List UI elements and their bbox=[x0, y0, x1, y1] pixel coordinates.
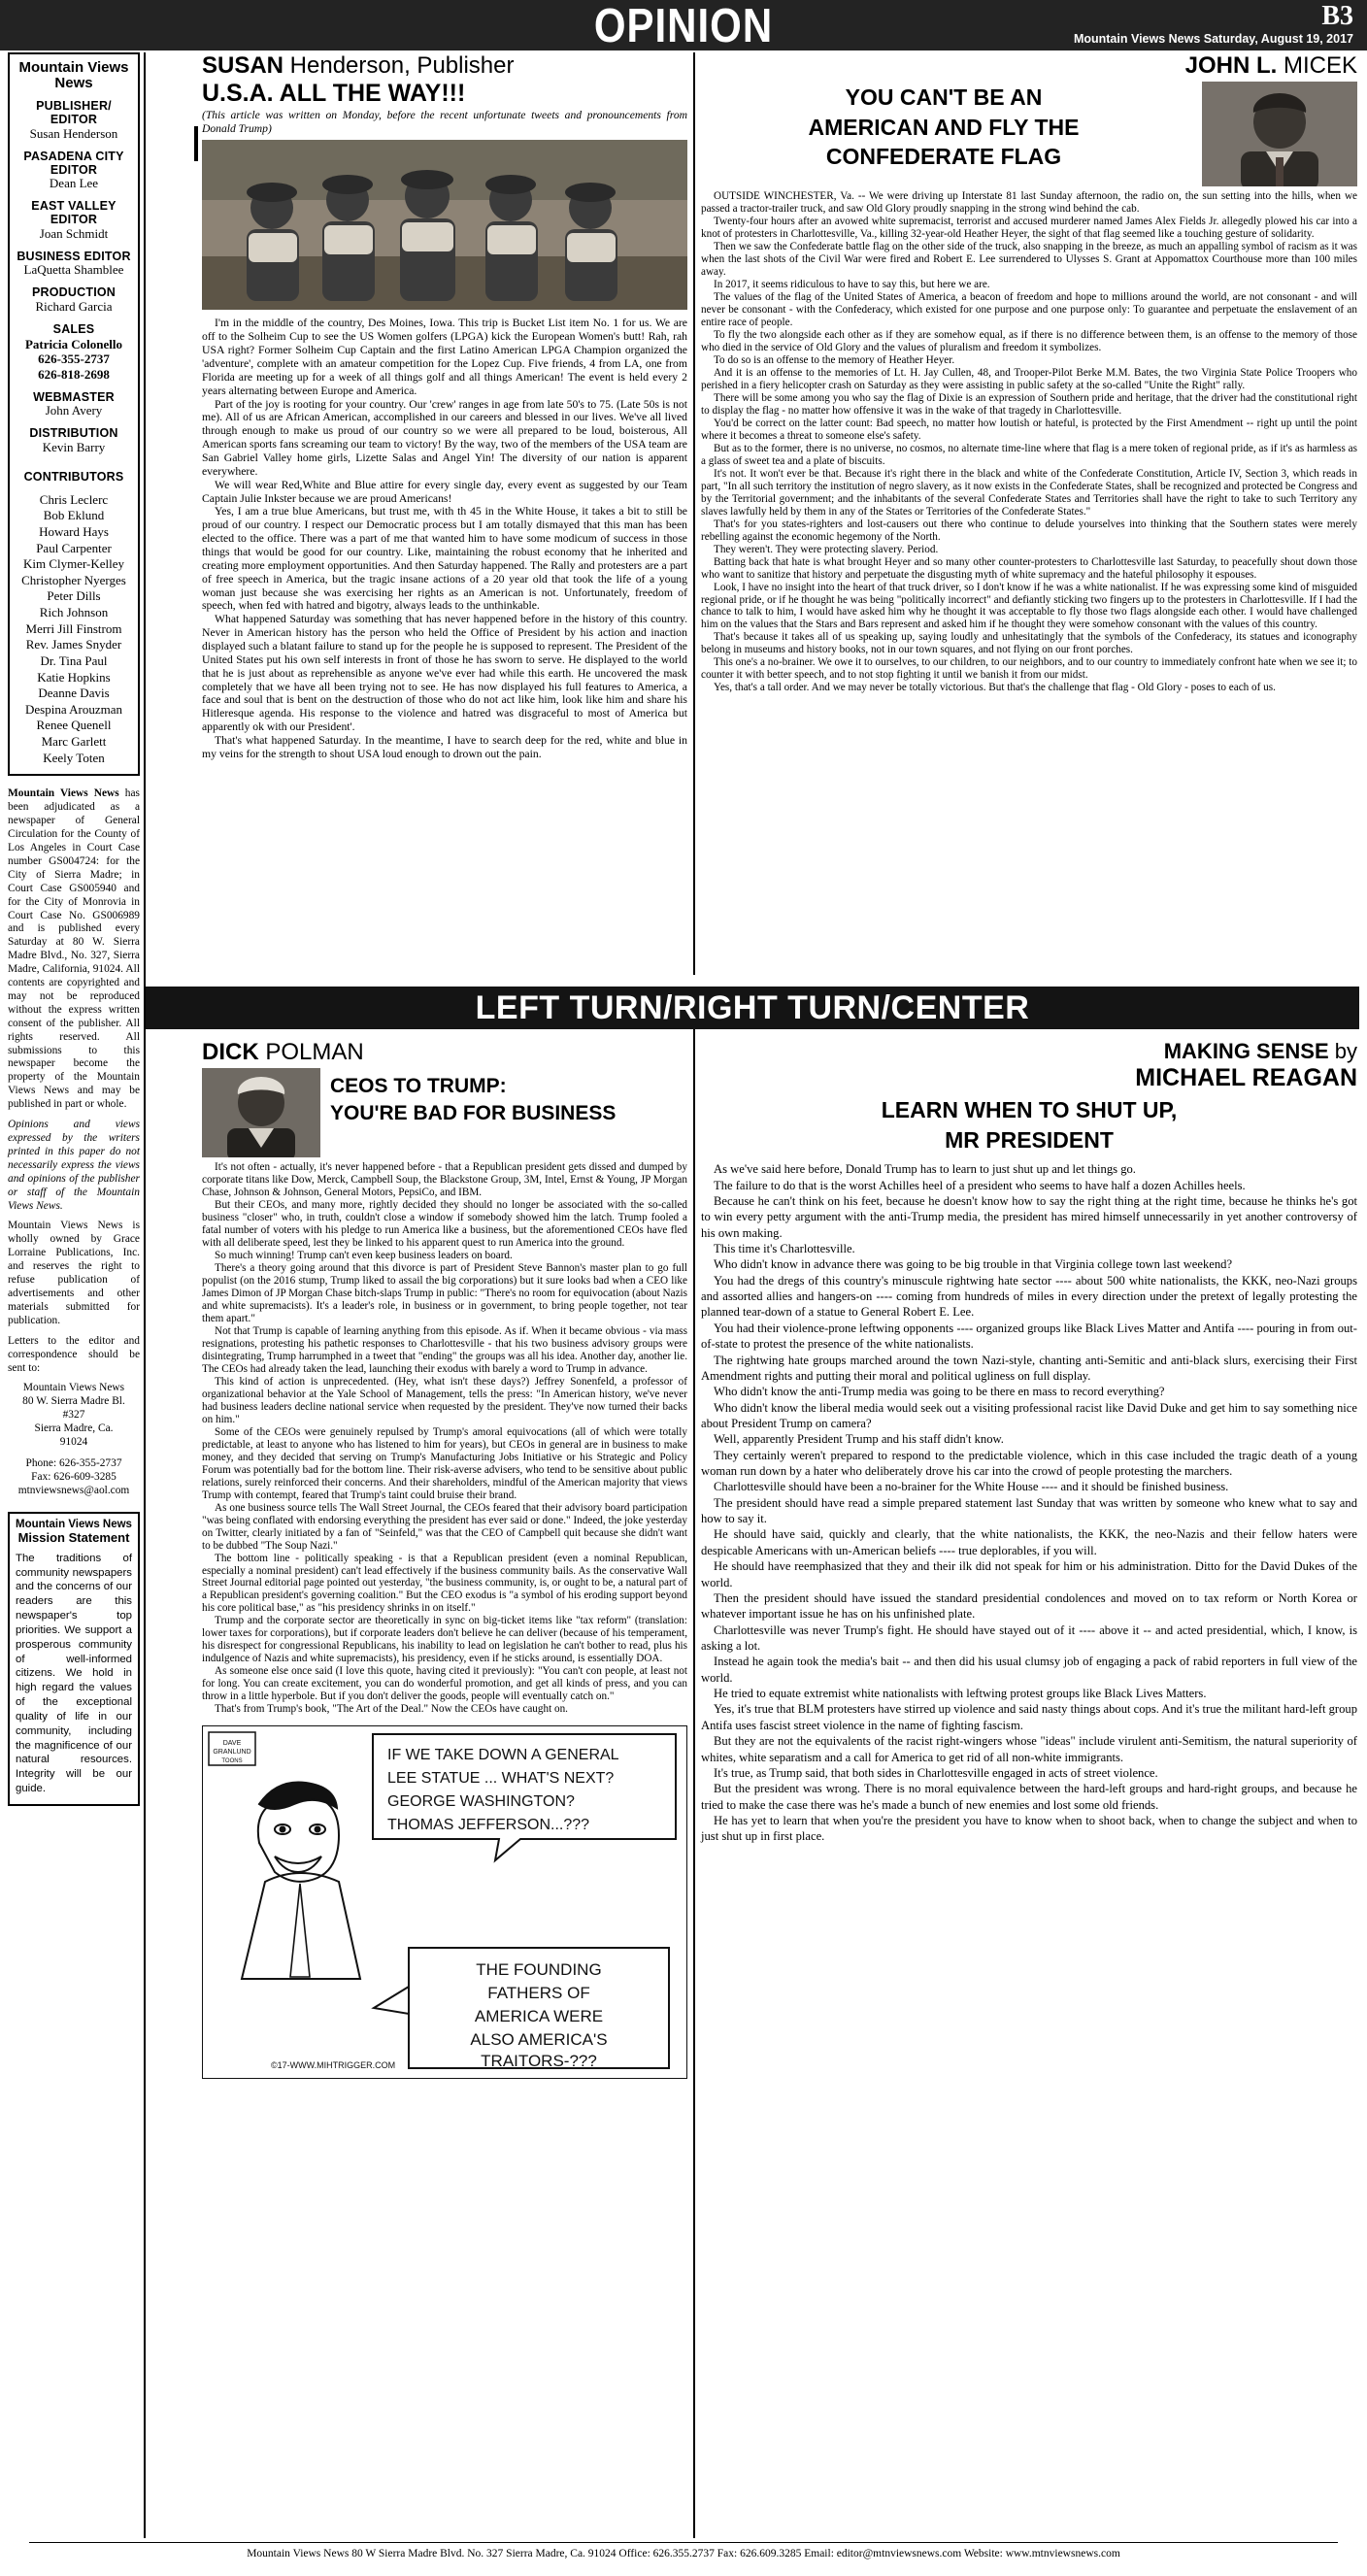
byline-reagan-name: MICHAEL REAGAN bbox=[1135, 1064, 1357, 1091]
contributor-name: Rev. James Snyder bbox=[25, 637, 122, 652]
headline-shut-up-line1: LEARN WHEN TO SHUT UP, bbox=[881, 1097, 1178, 1122]
left-turn-right-turn-banner bbox=[146, 987, 1359, 1029]
body-paragraph: Trump and the corporate sector are theoretically in sync on big-ticket items like "tax reform" (translation: lower taxes for corporations), but if corporate leaders don't believe he can deliver (because of his temperament, his disrespect for congressional Republicans, his inability to lead on legislation he can't bother to read, plus his indulgence of Nazis and white supremacists), his presidency, even if he sticks around, is essentially DOA. bbox=[202, 1615, 687, 1665]
svg-text:LEE STATUE ... WHAT'S NEXT?: LEE STATUE ... WHAT'S NEXT? bbox=[387, 1770, 615, 1788]
contact-line: mtnviewsnews@aol.com bbox=[17, 1484, 130, 1496]
legal-notice-block bbox=[8, 787, 140, 1497]
body-paragraph: Twenty-four hours after an avowed white supremacist, terrorist and accused murderer named James Alex Fields Jr. allegedly plowed his car into a knot of protesters in Charlottesville, Va., killing 32-year-old Heather Heyer, the sight of that flag seemed like a touching gesture of solidarity. bbox=[701, 215, 1357, 240]
staff-person-east-valley-editor: Joan Schmidt bbox=[39, 225, 109, 241]
cartoon-illustration bbox=[203, 1726, 686, 2078]
sales-phone-2: 626-818-2698 bbox=[38, 367, 110, 382]
legal-paragraph: Opinions and views expressed by the writers printed in this paper do not necessarily express the views and opinions of the publisher or staff of the Mountain Views News. bbox=[8, 1119, 140, 1212]
headline-confederate-line1: YOU CAN'T BE AN bbox=[845, 84, 1043, 110]
body-paragraph: The rightwing hate groups marched around the town Nazi-style, chanting anti-Semitic and anti-black slurs, exercising their First Amendment rights and putting their moral and political ugliness on full display. bbox=[701, 1353, 1357, 1383]
body-paragraph: Not that Trump is capable of learning anything from this episode. As if. When it became obvious - via mass resignations, protesting his pathetic responses to Charlottesville - that his two business advisory groups were disintegrating, Trump harrumphed in a tweet that "ending" the groups was all his idea. Another day, another lie. The CEOs had already taken the lead, launching their exodus with barely a word to Trump in advance. bbox=[202, 1324, 687, 1375]
svg-text:THE FOUNDING: THE FOUNDING bbox=[476, 1960, 602, 1980]
body-paragraph: That's from Trump's book, "The Art of the Deal." Now the CEOs have caught on. bbox=[215, 1703, 568, 1716]
contributor-name: Marc Garlett bbox=[41, 734, 107, 750]
body-paragraph: The president should have read a simple prepared statement last Sunday that was written by someone who knew what to say and how to say it. bbox=[701, 1495, 1357, 1526]
byline-susan bbox=[202, 54, 687, 78]
dick-polman-mug bbox=[202, 1068, 320, 1157]
staff-role-sales: SALES bbox=[52, 322, 95, 337]
byline-susan-bold: SUSAN bbox=[202, 52, 284, 79]
column-rule-1 bbox=[144, 52, 146, 2538]
body-paragraph: It's not often - actually, it's never happened before - that a Republican president gets dissed and dumped by corporate titans like Dow, Merck, Campbell Soup, the Blackstone Group, 3M, Intel, Ernst & Young, JP Morgan Chase, Johnson & Johnson, General Motors, PepsiCo, and IBM. bbox=[202, 1161, 687, 1198]
section-title: OPINION bbox=[593, 0, 774, 52]
staff-role-business-editor: BUSINESS EDITOR bbox=[17, 249, 131, 263]
svg-text:TOONS: TOONS bbox=[221, 1758, 243, 1765]
body-paragraph: But as to the former, there is no universe, no cosmos, no alternate time-line where that flag is a mere token of regional pride, as if it's as harmless as a glass of sweet tea and a plate of biscuits. bbox=[701, 442, 1357, 467]
staff-person-webmaster: John Avery bbox=[45, 403, 103, 418]
body-paragraph: To do so is an offense to the memory of Heather Heyer. bbox=[714, 353, 955, 366]
body-paragraph: You had the dregs of this country's minuscule rightwing hate sector ---- about 500 white nationalists, the KKK, neo-Nazi groups and assorted allies and hangers-on ---- coming from hundreds of miles in every direction under the pretext of legally protesting the planned tear-down of a statue to General Robert E. Lee. bbox=[701, 1273, 1357, 1320]
body-paragraph: But their CEOs, and many more, rightly decided they should no longer be associated with the so-called business "closer" who, in truth, couldn't close a window if somebody showed him the latch. Trump fooled a fatal number of voters with his pledge to run America like a business, but the aforementioned CEOs have fled with all deliberate speed, lest they be linked to his apparent quest to run America into the ground. bbox=[202, 1198, 687, 1249]
body-paragraph: Yes, it's true that BLM protesters have stirred up violence and said nasty things about cops. And it's true the militant hard-left group Antifa uses fascist street violence in the name of fighting fascism. bbox=[701, 1702, 1357, 1732]
staff-person-distribution: Kevin Barry bbox=[42, 440, 106, 455]
mission-heading-1: Mountain Views News bbox=[16, 1518, 132, 1530]
body-paragraph: As one business source tells The Wall Street Journal, the CEOs feared that their advisory board participation "was being conflated with endorsing everything the president has ever said or done." Indeed, the joke yesterday on Twitter, clearly initiated by a fan of "Seinfeld," was that the CEO of Campbell quit because she didn't want to be dubbed "The Soup Nazi." bbox=[202, 1501, 687, 1552]
staff-person-production: Richard Garcia bbox=[35, 299, 113, 315]
body-paragraph: Who didn't know the anti-Trump media was going to be there en mass to record everything? bbox=[714, 1385, 1165, 1399]
byline-polman bbox=[202, 1041, 687, 1064]
body-paragraph: That's because it takes all of us speaking up, saying loudly and unhesitatingly that the symbols of the Confederacy, its statues and iconography belong in museums and history books, not in our town squares, and not flying on our front porches. bbox=[701, 631, 1357, 656]
body-paragraph: There will be some among you who say the flag of Dixie is an expression of Southern pride and heritage, that the driver had the constitutional right to display the flag - no matter how offensive it was in the wake of that tragedy in Charlottesville. bbox=[701, 391, 1357, 417]
svg-text:TRAITORS-???: TRAITORS-??? bbox=[481, 2052, 597, 2071]
body-paragraph: This one's a no-brainer. We owe it to ourselves, to our children, to our neighbors, and to our country to immediately confront hate when we see it; to counter it with better speech, and to not stop fighting it until we banish it from our midst. bbox=[701, 656, 1357, 682]
body-paragraph: They weren't. They were protecting slavery. Period. bbox=[714, 543, 939, 555]
body-paragraph: Instead he again took the media's bait -- and then did his usual clumsy job of engaging a pack of rabid reporters in full view of the world. bbox=[701, 1655, 1357, 1685]
contributor-name: Paul Carpenter bbox=[36, 540, 112, 555]
staff-person-sales: Patricia Colonello bbox=[24, 336, 122, 351]
byline-reagan-prefix: MAKING SENSE bbox=[1163, 1039, 1329, 1063]
body-paragraph: Charlottesville was never Trump's fight. He should have stayed out of it ---- above it -- and acted presidential, which, I know, is asking a lot. bbox=[701, 1623, 1357, 1653]
staff-role-webmaster: WEBMASTER bbox=[33, 389, 115, 404]
body-paragraph: Well, apparently President Trump and his staff didn't know. bbox=[714, 1432, 1004, 1447]
headline-confederate-line2: AMERICAN AND FLY THE bbox=[808, 114, 1080, 140]
turn-banner-text: LEFT TURN/RIGHT TURN/CENTER bbox=[475, 989, 1030, 1026]
mission-heading-2: Mission Statement bbox=[17, 1529, 130, 1545]
contributor-name: Katie Hopkins bbox=[37, 669, 111, 685]
legal-paragraph: Mountain Views News is wholly owned by Grace Lorraine Publications, Inc. and reserves the right to refuse publication of advertisements and other materials submitted for publication. bbox=[8, 1220, 140, 1326]
byline-polman-bold: DICK bbox=[202, 1039, 259, 1065]
staff-role-publisher: PUBLISHER/ EDITOR bbox=[36, 99, 112, 127]
address-line: #327 bbox=[62, 1409, 85, 1422]
byline-polman-rest: POLMAN bbox=[258, 1039, 364, 1065]
byline-micek-rest: MICEK bbox=[1277, 52, 1357, 79]
body-paragraph: The bottom line - politically speaking - is that a Republican president (even a nominal Republican, especially a nominal president) can't lead effectively if the business community bails. As the conservative Wall Street Journal editorial page pointed out yesterday, "the business community, is, or ought to be, a natural part of a Republican president's governing coalition." But the CEO exodus is "a symbol of his eroding support beyond his core political base," as "his presidency shrinks in on itself." bbox=[202, 1552, 687, 1615]
article-body-micek bbox=[701, 190, 1357, 694]
contributors-heading: CONTRIBUTORS bbox=[23, 469, 124, 484]
body-paragraph: So much winning! Trump can't even keep business leaders on board. bbox=[215, 1249, 513, 1261]
svg-text:DAVE: DAVE bbox=[222, 1740, 242, 1748]
polman-headline-row bbox=[202, 1068, 687, 1161]
mission-statement-box bbox=[8, 1512, 140, 1806]
svg-text:GEORGE WASHINGTON?: GEORGE WASHINGTON? bbox=[387, 1793, 575, 1811]
byline-micek-bold: JOHN L. bbox=[1184, 52, 1278, 79]
article-dick-polman bbox=[202, 1041, 687, 2079]
column-rule-2 bbox=[693, 52, 695, 975]
body-paragraph: Part of the joy is rooting for your country. Our 'crew' ranges in age from late 50's to 75. (Late 50s is not me). All of us are African American, accomplished in our careers and blessed in our lives. We've all lived through enough to make us proud of our country so we were all prepared to be loud, boisterous, All American sports fans screaming our team to victory! By the way, two of the members of the USA team are San Gabriel Valley home girls, Lizette Salas and Angel Yin! The diversity of our nation is apparent everywhere. bbox=[202, 397, 687, 478]
svg-text:IF WE TAKE DOWN A GENERAL: IF WE TAKE DOWN A GENERAL bbox=[387, 1747, 619, 1764]
sidebar-title: Mountain Views News bbox=[18, 59, 129, 92]
contributor-name: Keely Toten bbox=[43, 750, 105, 765]
contact-line: Phone: 626-355-2737 bbox=[25, 1456, 122, 1469]
body-paragraph: That's for you states-righters and lost-causers out there who continue to delude yourselves into thinking that the Southern states were merely rebelling against the economic hegemony of the North. bbox=[701, 518, 1357, 543]
headline-usa-all-the-way: U.S.A. ALL THE WAY!!! bbox=[202, 80, 466, 107]
lpga-team-photo bbox=[202, 140, 687, 310]
footer-rule bbox=[29, 2542, 1338, 2543]
body-paragraph: The values of the flag of the United States of America, a beacon of freedom and hope to millions around the world, are not consonant - and will never be consonant - with the Confederacy, which existed for one purpose and one purpose only: To guarantee and perpetuate the enslavement of an entire race of people. bbox=[701, 290, 1357, 328]
sales-phone-1: 626-355-2737 bbox=[38, 351, 110, 367]
mug-illustration bbox=[1202, 82, 1357, 186]
staff-sidebar bbox=[8, 52, 140, 1806]
staff-role-pasadena-editor: PASADENA CITY EDITOR bbox=[23, 149, 124, 177]
body-paragraph: He should have reemphasized that they and their ilk did not speak for him or his administration. Ditto for the David Dukes of the world. bbox=[701, 1559, 1357, 1589]
masthead-dateline: Mountain Views News Saturday, August 19, 2017 bbox=[1073, 32, 1353, 46]
body-paragraph: This time it's Charlottesville. bbox=[714, 1242, 855, 1256]
body-paragraph: But they are not the equivalents of the racist right-wingers whose "ideas" include virulent anti-Semitism, the natural superiority of whites, white separatism and a call for America to get rid of all non-white immigrants. bbox=[701, 1734, 1357, 1764]
contributor-name: Despina Arouzman bbox=[24, 701, 122, 717]
body-paragraph: As someone else once said (I love this quote, having cited it previously): "You can't con people, at least not for long. You can create excitement, you can do wonderful promotion, and get all kinds of press, and you can throw in a little hyperbole. But if you don't deliver the goods, people will eventually catch on." bbox=[202, 1665, 687, 1703]
body-paragraph: Charlottesville should have been a no-brainer for the White House ---- and it should be finished business. bbox=[714, 1480, 1229, 1494]
svg-text:THOMAS JEFFERSON...???: THOMAS JEFFERSON...??? bbox=[387, 1817, 590, 1834]
body-paragraph: What happened Saturday was something that has never happened before in the history of this country. Never in American history has the person who held the Office of President by his action and inaction displayed such a blatant failure to stand up for the people he is supposed to represent. The President of the United States put his own self interests in front of those he has sworn to serve. He displayed to the world that he is just about as reprehensible as anyone we've ever had while this earth. He uncovered the mask completely that we have all been trying not to see. He has now displayed his full features to America, a face and soul that is bent on the destruction of those who do not act like him, look like him and share his Hitleresque agenda. His response to the violence and hatred was disgraceful to most of America but apparently ok with our President'. bbox=[202, 613, 687, 734]
byline-reagan-by: by bbox=[1328, 1039, 1357, 1063]
body-paragraph: And it is an offense to the memories of Lt. H. Jay Cullen, 48, and Trooper-Pilot Berke M.M. Bates, the two Virginia State Police Troopers who perished in a fiery helicopter crash on Saturday as they were assisting in public safety at the so-called "Unite the Right" rally. bbox=[701, 366, 1357, 391]
address-line: 91024 bbox=[59, 1436, 88, 1449]
political-cartoon-founding-fathers bbox=[202, 1725, 687, 2079]
staff-person-pasadena-editor: Dean Lee bbox=[49, 176, 99, 191]
contributor-name: Chris Leclerc bbox=[39, 491, 109, 507]
article-michael-reagan bbox=[701, 1041, 1357, 1845]
body-paragraph: To fly the two alongside each other as if they are somehow equal, as if there is no difference between them, is an offense to the memory of those who died in the service of Old Glory and the values of pluralism and freedom it symbolizes. bbox=[701, 328, 1357, 353]
svg-text:FATHERS OF: FATHERS OF bbox=[487, 1984, 590, 2003]
subhead-susan: (This article was written on Monday, before the recent unfortunate tweets and pronouncements from Donald Trump) bbox=[202, 109, 687, 135]
staff-role-distribution: DISTRIBUTION bbox=[29, 426, 118, 441]
page-masthead bbox=[0, 0, 1367, 50]
article-susan-henderson bbox=[202, 54, 687, 761]
body-paragraph: Then the president should have issued the standard presidential condolences and moved on to tax reform or North Korea or whatever important issue he has on his unfinished plate. bbox=[701, 1590, 1357, 1622]
svg-text:GRANLUND: GRANLUND bbox=[213, 1749, 251, 1756]
john-micek-mug bbox=[1202, 82, 1357, 186]
body-paragraph: He should have said, quickly and clearly, that the white nationalists, the KKK, the neo-Nazis and their fellow haters were despicable Americans with un-American beliefs ---- true deplorables, if you will. bbox=[701, 1527, 1357, 1557]
body-paragraph: OUTSIDE WINCHESTER, Va. -- We were driving up Interstate 81 last Sunday afternoon, the radio on, the sun setting into the hills, when we passed a tractor-trailer truck, and saw Old Glory proudly snapping in the strong wind behind the cab. bbox=[701, 190, 1357, 215]
body-paragraph: Some of the CEOs were genuinely repulsed by Trump's amoral equivocations (all of which were totally predictable, at least to anyone who has listened to him for years), but CEOs in general are in business to make money, and they decided that serving on Trump's Manufacturing Jobs Initiative or his Strategic and Policy Forum was potentially bad for the bottom line. Their risk-averse advisers, who tend to be sensitive about public relations, surely reinforced their concerns. And their shareholders, mindful of the American majority that views Trump with contempt, feared that Trump's taint could bruise their brand. bbox=[202, 1425, 687, 1501]
column-rule-3 bbox=[693, 1021, 695, 2538]
contributor-name: Merri Jill Finstrom bbox=[25, 620, 122, 636]
address-line: 80 W. Sierra Madre Bl. bbox=[22, 1395, 125, 1408]
body-paragraph: The failure to do that is the worst Achilles heel of a president who seems to have half a dozen Achilles heels. bbox=[714, 1178, 1246, 1192]
byline-micek bbox=[701, 54, 1357, 78]
body-paragraph: You'd be correct on the latter count: Bad speech, no matter how loutish or hateful, is protected by the First Amendment -- right up until the point where it becomes a threat to someone else's safety. bbox=[701, 417, 1357, 442]
body-paragraph: Batting back that hate is what brought Heyer and so many other counter-protesters to Charlottesville last Saturday, to peacefully shout down those who want to sanitize that history and perpetuate the disgusting myth of white supremacy and the hateful philosophy it espouses. bbox=[701, 555, 1357, 581]
headline-ceos-line2: YOU'RE BAD FOR BUSINESS bbox=[330, 1102, 617, 1125]
body-paragraph: It's true, as Trump said, that both sides in Charlottesville engaged in acts of street violence. bbox=[714, 1765, 1158, 1780]
column-rule-4 bbox=[194, 126, 198, 161]
contributor-name: Kim Clymer-Kelley bbox=[22, 556, 125, 572]
micek-headline-row bbox=[701, 82, 1357, 190]
headline-shut-up-line2: MR PRESIDENT bbox=[945, 1126, 1114, 1153]
body-paragraph: Who didn't know the liberal media would seek out a visiting professional racist like David Duke and get him to say something nice about President Trump on camera? bbox=[701, 1400, 1357, 1430]
body-paragraph: In 2017, it seems ridiculous to have to say this, but here we are. bbox=[714, 278, 990, 290]
body-paragraph: There's a theory going around that this divorce is part of President Steve Bannon's master plan to go full populist (on the 2016 stump, Trump liked to assail the big corporations) but it sure looks bad when a CEO like James Dimon of JP Morgan Chase bitch-slaps Trump in public: "There's no room for equivocation (about Nazis and white supremacists). It's a leader's role, in business or in government, to bring people together, not tear them apart." bbox=[202, 1261, 688, 1324]
body-paragraph: But the president was wrong. There is no moral equivalence between the hard-left groups and hard-right groups, and because he tried to make the case there was he's made a bunch of new enemies and lost some old friends. bbox=[701, 1782, 1357, 1812]
contributor-name: Dr. Tina Paul bbox=[40, 652, 108, 668]
body-paragraph: Yes, that's a tall order. And we may never be totally victorious. But that's the challenge that flag - Old Glory - poses to each of us. bbox=[714, 682, 1276, 694]
contributor-name: Christopher Nyerges bbox=[21, 572, 126, 587]
body-paragraph: Look, I have no insight into the heart of that truck driver, so I don't know if he was a white nationalist. If he was expressing some kind of misguided regional pride, or if he thought he was being "politically incorrect" and defiantly sticking two fingers up to the protesters in Charlottesville. If I had the chance to talk to him, I would have asked him why he thought it was acceptable to fly those two flags alongside each other. I would have challenged him on the values that the Stars and Bars represent and asked him if he thought they were somehow consonant with the values of this country. bbox=[701, 581, 1357, 631]
contributor-name: Peter Dills bbox=[47, 588, 101, 604]
headline-confederate-line3: CONFEDERATE FLAG bbox=[825, 144, 1062, 170]
byline-reagan bbox=[701, 1041, 1357, 1062]
article-john-micek bbox=[701, 54, 1357, 694]
body-paragraph: It's not. It won't ever be that. Because it's right there in the black and white of the Confederate Constitution, Article IV, Section 3, which reads in part, "In all such territory the institution of negro slavery, as it now exists in the Confederate States, shall be recognized and protected be Congress and by the Territorial government; and the inhabitants of the several Confederate States and Territories shall have the right to take to such Territory any slaves lawfully held by them in any of the States or Territories of the Confederate States." bbox=[701, 467, 1357, 518]
body-paragraph: Because he can't think on his feet, because he doesn't know how to say the right thing at the right time, because he thinks he's got to win every petty argument with the anti-Trump media, the president has mired himself unnecessarily in yet another controversy of his own making. bbox=[701, 1193, 1357, 1240]
page-number: B3 bbox=[1321, 1, 1353, 31]
byline-susan-rest: Henderson, Publisher bbox=[283, 52, 515, 79]
body-paragraph: As we've said here before, Donald Trump has to learn to just shut up and let things go. bbox=[714, 1162, 1136, 1177]
contributor-name: Rich Johnson bbox=[39, 605, 109, 620]
svg-text:AMERICA WERE: AMERICA WERE bbox=[474, 2007, 604, 2026]
body-paragraph: He has yet to learn that when you're the president you have to know when to shoot back, when to change the subject and when to just shut up in first place. bbox=[701, 1813, 1357, 1844]
body-paragraph: They certainly weren't prepared to respond to the predictable violence, which in this case included the tragic death of a young woman run down by a hater who deliberately drove his car into the crowd of people protesting the marchers. bbox=[701, 1448, 1357, 1479]
article-body-polman bbox=[202, 1161, 687, 1716]
legal-paragraph: Mountain Views News has been adjudicated as a newspaper of General Circulation for the County of Los Angeles in Court Case number GS004724: for the City of Sierra Madre; in Court Case GS005940 and for the City of Monrovia in Court Case No. GS006989 and is published every Saturday at 80 W. Sierra Madre Blvd., No. 327, Sierra Madre, California, 91024. All contents are copyrighted and may not be reproduced without the express written consent of the publisher. All rights reserved. All submissions to this newspaper become the property of the Mountain Views News and may be published in part or whole. bbox=[8, 787, 140, 1111]
svg-text:ALSO AMERICA'S: ALSO AMERICA'S bbox=[470, 2030, 608, 2050]
body-paragraph: I'm in the middle of the country, Des Moines, Iowa. This trip is Bucket List item No. 1 for us. We are off to the Solheim Cup to see the US Women golfers (LPGA) kick the European Women's butt! Rah, rah USA right? Former Solheim Cup Captain and the first Latino American LPGA Champion organized the 'adventure', complete with an amateur competition for the Lopez Cup. Five friends, 4 from LA, one from Florida are meeting up for a week of all things golf and all things American! The event is held every 2 years alternating between Europe and America. bbox=[202, 317, 687, 397]
staff-role-production: PRODUCTION bbox=[31, 285, 117, 300]
article-body-reagan bbox=[701, 1161, 1357, 1844]
photo-illustration bbox=[202, 140, 687, 310]
contributor-name: Deanne Davis bbox=[38, 686, 110, 701]
article-body-susan bbox=[202, 317, 687, 760]
contributor-name: Howard Hays bbox=[39, 523, 109, 539]
body-paragraph: Who didn't know in advance there was going to be big trouble in that Virginia college town last weekend? bbox=[714, 1257, 1233, 1272]
body-paragraph: He tried to equate extremist white nationalists with leftwing protest groups like Black Lives Matters. bbox=[714, 1687, 1207, 1701]
mug-illustration bbox=[202, 1068, 320, 1157]
contributor-name: Renee Quenell bbox=[36, 718, 112, 733]
svg-text:©17-WWW.MIHTRIGGER.COM: ©17-WWW.MIHTRIGGER.COM bbox=[271, 2060, 396, 2071]
byline-reagan-name-row bbox=[701, 1066, 1357, 1090]
body-paragraph: Then we saw the Confederate battle flag on the other side of the truck, also snapping in the breeze, as much an appalling symbol of racism as it was when the last shots of the Civil War were fired and Robert E. Lee surrendered to Ulysses S. Grant at Appomattox Courthouse more than 100 miles away. bbox=[701, 240, 1357, 278]
contributor-name: Bob Eklund bbox=[43, 508, 105, 523]
body-paragraph: You had their violence-prone leftwing opponents ---- organized groups like Black Lives Matter and Antifa ---- pouring in from out-of-state to protest the presence of the white nationalists. bbox=[701, 1321, 1357, 1352]
body-paragraph: We will wear Red,White and Blue attire for every single day, every event as suggested by our Team Captain Julie Inkster because we are proud Americans! bbox=[202, 478, 687, 505]
address-line: Sierra Madre, Ca. bbox=[34, 1422, 114, 1435]
staff-person-publisher: Susan Henderson bbox=[29, 125, 118, 141]
mission-body: The traditions of community newspapers and the concerns of our readers are this newspaper's top priorities. We support a prosperous community of well-informed citizens. We hold in high regard the values of the exceptional quality of life in our community, including the magnificence of our natural resources. Integrity will be our guide. bbox=[16, 1552, 132, 1795]
legal-paragraph: Letters to the editor and correspondence should be sent to: bbox=[8, 1334, 140, 1374]
address-line: Mountain Views News bbox=[22, 1382, 125, 1394]
body-paragraph: That's what happened Saturday. In the meantime, I have to search deep for the red, white and blue in my veins for the strength to shout USA loud enough to drown out the pain. bbox=[202, 733, 687, 760]
staff-person-business-editor: LaQuetta Shamblee bbox=[23, 262, 124, 278]
staff-role-east-valley-editor: EAST VALLEY EDITOR bbox=[31, 199, 117, 226]
staff-box bbox=[8, 52, 140, 776]
contact-line: Fax: 626-609-3285 bbox=[31, 1470, 117, 1483]
headline-ceos-line1: CEOS TO TRUMP: bbox=[330, 1075, 507, 1097]
body-paragraph: This kind of action is unprecedented. (Hey, what isn't these days?) Jeffrey Sonenfeld, a professor of organizational behavior at the Yale School of Management, tells the press: "In American history, we've never had business leaders decline national service when requested by the president. They've now turned their backs on him." bbox=[202, 1375, 687, 1425]
contributors-list bbox=[14, 492, 134, 767]
body-paragraph: Yes, I am a true blue Americans, but trust me, with th 45 in the White House, it takes a bit to still be proud of our country. I respect our Democratic process but I am totally dismayed that this man has been elected to the office. There was a part of me that wanted him to have some modicum of success in those things that would be good for our country. Like, maintaining the robust economy that he inherited and creating more employment opportunities. And then Saturday happened. The Rally and protesters are a part of free speech in America, but the tragic insane actions of a 20 year old that took the life of a young woman just because she was exercising her rights as an American is not. Unfortunately, freedom of speech, when fed with hatred and bigotry, always leads to the unthinkable. bbox=[202, 505, 687, 613]
page-footer: Mountain Views News 80 W Sierra Madre Blvd. No. 327 Sierra Madre, Ca. 91024 Office: 626.355.2737 Fax: 626.609.3285 Email: editor@mtnviewsnews.com Website: www.mtnviewsnews.com bbox=[247, 2548, 1120, 2559]
